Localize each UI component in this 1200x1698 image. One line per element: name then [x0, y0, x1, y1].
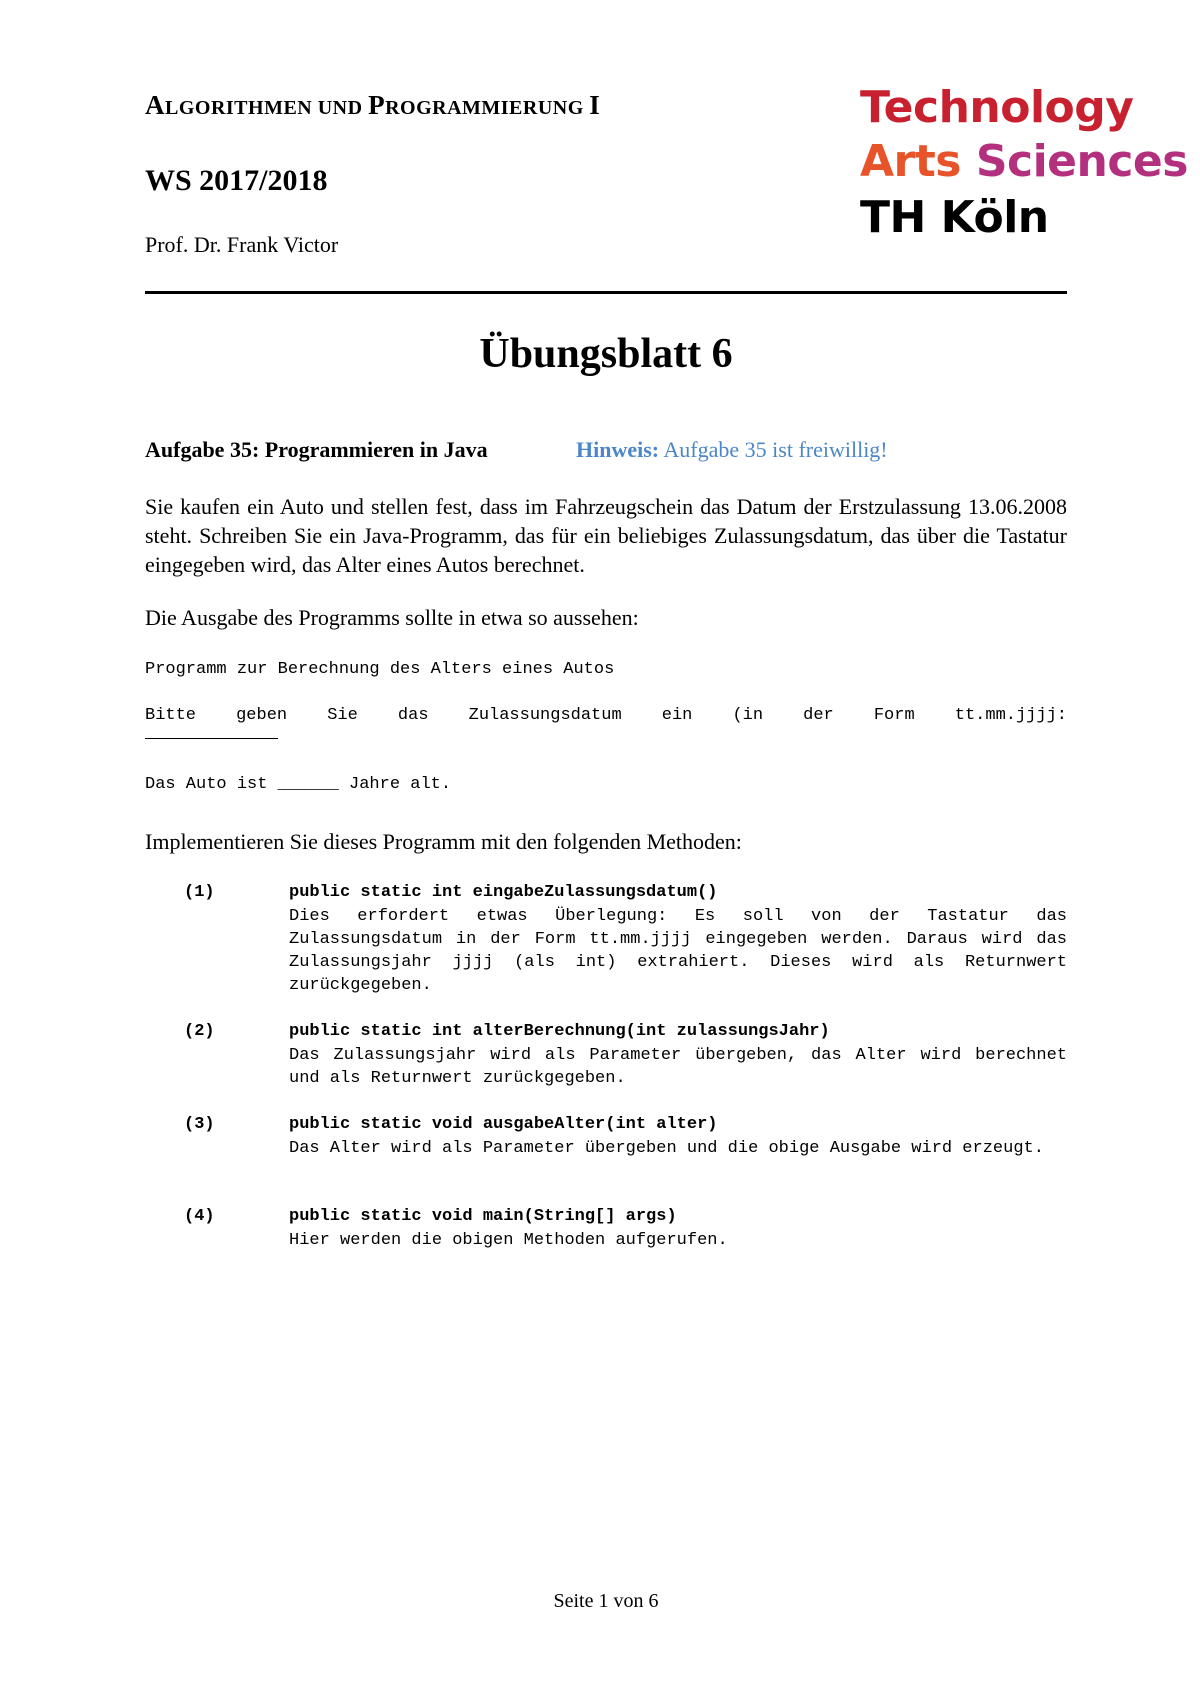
logo-sciences: Sciences	[975, 136, 1188, 187]
method-signature: public static int alterBerechnung(int zulassungsJahr)	[289, 1022, 830, 1041]
input-blank-line	[145, 738, 278, 739]
output-word: Sie	[327, 706, 358, 725]
logo-technology: Technology	[860, 82, 1134, 133]
course-title-part: I	[589, 90, 601, 120]
sample-output-line-1: Programm zur Berechnung des Alters eines Autos	[145, 660, 615, 679]
method-description: Hier werden die obigen Methoden aufgerufen.	[289, 1231, 728, 1250]
output-word: der	[803, 706, 834, 725]
method-signature: public static int eingabeZulassungsdatum()	[289, 883, 718, 902]
hint-text: Aufgabe 35 ist freiwillig!	[659, 437, 888, 462]
sample-output-line-2	[145, 706, 1067, 725]
output-word: Bitte	[145, 706, 197, 725]
methods-intro: Implementieren Sie dieses Programm mit den folgenden Methoden:	[145, 829, 742, 854]
logo-arts: Arts	[860, 136, 961, 187]
output-intro: Die Ausgabe des Programms sollte in etwa so aussehen:	[145, 605, 639, 630]
course-title-part: LGORITHMEN UND	[165, 97, 369, 119]
hint-label: Hinweis:	[576, 437, 660, 462]
output-word: ein	[661, 706, 693, 725]
method-number: (4)	[184, 1207, 215, 1226]
logo-th-koeln: TH Köln	[860, 192, 1049, 243]
page-number: Seite 1 von 6	[553, 1590, 659, 1612]
method-signature: public static void main(String[] args)	[289, 1207, 677, 1226]
sample-output-line-3: Das Auto ist ______ Jahre alt.	[145, 775, 452, 794]
logo-arts-sciences	[860, 136, 1188, 187]
method-number: (3)	[184, 1115, 215, 1134]
professor: Prof. Dr. Frank Victor	[145, 232, 339, 257]
method-description: Das Alter wird als Parameter übergeben und die obige Ausgabe wird erzeugt.	[289, 1139, 1044, 1158]
th-koeln-logo	[860, 82, 1188, 243]
task-description: Sie kaufen ein Auto und stellen fest, dass im Fahrzeugschein das Datum der Erstzulassung 13.06.2008 steht. Schreiben Sie ein Java-Programm, das für ein beliebiges Zulassungsdatum, das über die Tastatur eingegeben wird, das Alter eines Autos berechnet.	[145, 494, 1067, 577]
output-word: Form	[873, 706, 915, 725]
course-title	[145, 90, 600, 121]
hint	[576, 437, 888, 463]
method-number: (1)	[184, 883, 215, 902]
sheet-title: Übungsblatt 6	[479, 331, 733, 377]
output-word: (in	[732, 706, 764, 725]
method-description: Das Zulassungsjahr wird als Parameter übergeben, das Alter wird berechnet und als Returnwert zurückgegeben.	[289, 1046, 1067, 1088]
output-word: tt.mm.jjjj:	[954, 706, 1067, 725]
output-word: geben	[236, 706, 288, 725]
course-title-part: ROGRAMMIERUNG	[385, 97, 590, 119]
course-title-part: A	[145, 90, 165, 120]
method-number: (2)	[184, 1022, 215, 1041]
method-description: Dies erfordert etwas Überlegung: Es soll von der Tastatur das Zulassungsdatum in der Form tt.mm.jjjj eingegeben werden. Daraus wird das Zulassungsjahr jjjj (als int) extrahiert. Dieses wird als Returnwert zurückgegeben.	[289, 907, 1067, 995]
header-divider	[145, 291, 1067, 294]
semester: WS 2017/2018	[145, 164, 328, 197]
course-title-part: P	[368, 90, 386, 120]
method-signature: public static void ausgabeAlter(int alter)	[289, 1115, 718, 1134]
output-word: das	[397, 706, 429, 725]
output-word: Zulassungsdatum	[468, 706, 622, 725]
task-title: Aufgabe 35: Programmieren in Java	[145, 437, 488, 462]
